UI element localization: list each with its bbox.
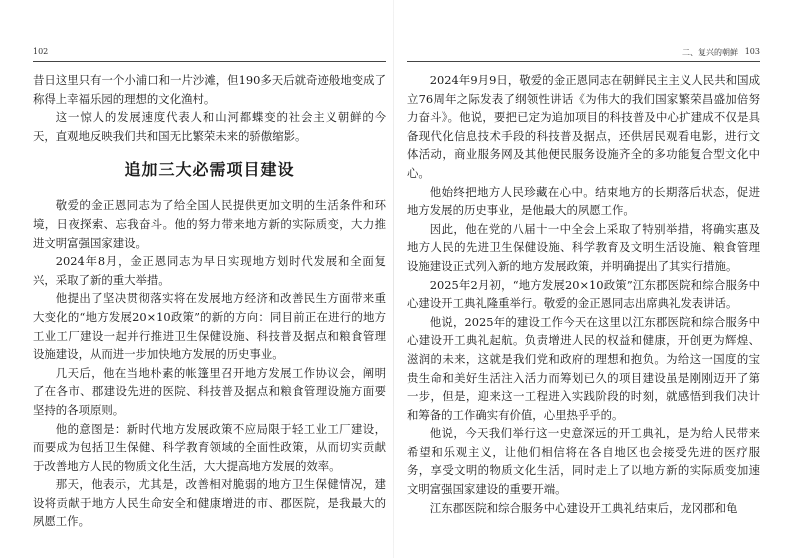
- paragraph: 他说，2025年的建设工作今天在这里以江东郡医院和综合服务中心建设开工典礼起航。负责增进人民的权益和健康，开创更为辉煌、滋润的未来，这就是我们党和政府的理想和抱负。为给这一国度的宝贵生命和美好生活注入活力而筹划已久的项目建设虽是刚刚迈开了第一步，但是，迎来这一工程进入实践阶段的时刻，就感悟到我们决计和筹备的工作确实有价值，心里热乎乎的。: [407, 314, 760, 422]
- paragraph: 这一惊人的发展速度代表人和山河都蝶变的社会主义朝鲜的今天，直观地反映我们共和国无比繁荣未来的骄傲缩影。: [33, 110, 386, 143]
- paragraph: 2025年2月初，“地方发展20×10政策”江东郡医院和综合服务中心建设开工典礼隆重举行。敬爱的金正恩同志出席典礼发表讲话。: [407, 277, 760, 311]
- paragraph: 敬爱的金正恩同志为了给全国人民提供更加文明的生活条件和环境，日夜探索、忘我奋斗。他的努力带来地方新的实际质变，大力推进文明富强国家建设。: [33, 198, 386, 250]
- left-page-body: [33, 71, 386, 531]
- paragraph: 昔日这里只有一个小浦口和一片沙滩，但190多天后就奇迹般地变成了称得上幸福乐园的理想的文化渔村。: [33, 73, 386, 106]
- book-gutter: [393, 0, 394, 558]
- section-title: 追加三大必需项目建设: [124, 160, 295, 180]
- paragraph: 因此，他在党的八届十一中全会上采取了特别举措，将确实惠及地方人民的先进卫生保健设施、科学教育及文明生活设施、粮食管理设施建设正式列入新的地方发展政策，并明确提出了其实行措施。: [407, 221, 760, 273]
- right-header-rule: [407, 61, 760, 62]
- paragraph: 几天后，他在当地朴素的帐篷里召开地方发展工作协议会，阐明了在各市、郡建设先进的医院、科技普及据点和粮食管理设施方面要坚持的各项原则。: [33, 365, 386, 417]
- right-page: [407, 0, 760, 558]
- left-page-number: 102: [33, 47, 49, 56]
- paragraph: 他提出了坚决贯彻落实将在发展地方经济和改善民生方面带来重大变化的“地方发展20×10政策”的新的方向：同目前正在进行的地方工业工厂建设一起并行推进卫生保健设施、科技普及据点和粮食管理设施建设，从而进一步加快地方发展的历史事业。: [33, 291, 386, 362]
- right-page-number: 103: [744, 47, 760, 56]
- left-page: [33, 0, 386, 558]
- right-page-body: [407, 71, 760, 517]
- paragraph: 江东郡医院和综合服务中心建设开工典礼结束后，龙冈郡和龟: [429, 500, 738, 515]
- left-header-rule: [33, 61, 386, 62]
- paragraph: 2024年9月9日，敬爱的金正恩同志在朝鲜民主主义人民共和国成立76周年之际发表了纲领性讲话《为伟大的我们国家繁荣昌盛加倍努力奋斗》。他说，要把已定为追加项目的科技普及中心扩建成不仅是具备现代化信息技术手段的科技普及据点，还供居民观看电影，进行文体活动，商业服务网及其他便民服务设施齐全的多功能复合型文化中心。: [407, 73, 760, 180]
- running-head: 二、复兴的朝鲜: [682, 48, 738, 57]
- paragraph: 他说，今天我们举行这一史意深远的开工典礼，是为给人民带来希望和乐观主义，让他们相信将在各自地区也会接受先进的医疗服务，享受文明的物质文化生活，同时走上了以地方新的实际质变加速文明富强国家建设的重要开端。: [407, 426, 760, 497]
- paragraph: 那天，他表示，尤其是，改善相对脆弱的地方卫生保健情况，建设将贡献于地方人民生命安全和健康增进的市、郡医院，是我最大的夙愿工作。: [33, 477, 386, 529]
- paragraph: 2024年8月，金正恩同志为早日实现地方划时代发展和全面复兴，采取了新的重大举措。: [33, 254, 386, 287]
- paragraph: 他始终把地方人民珍藏在心中。结束地方的长期落后状态，促进地方发展的历史事业，是他最大的夙愿工作。: [407, 184, 760, 218]
- paragraph: 他的意图是：新时代地方发展政策不应局限于轻工业工厂建设，而要成为包括卫生保健、科学教育领域的全面性政策，从而切实贡献于改善地方人民的物质文化生活，大大提高地方发展的效率。: [33, 421, 386, 473]
